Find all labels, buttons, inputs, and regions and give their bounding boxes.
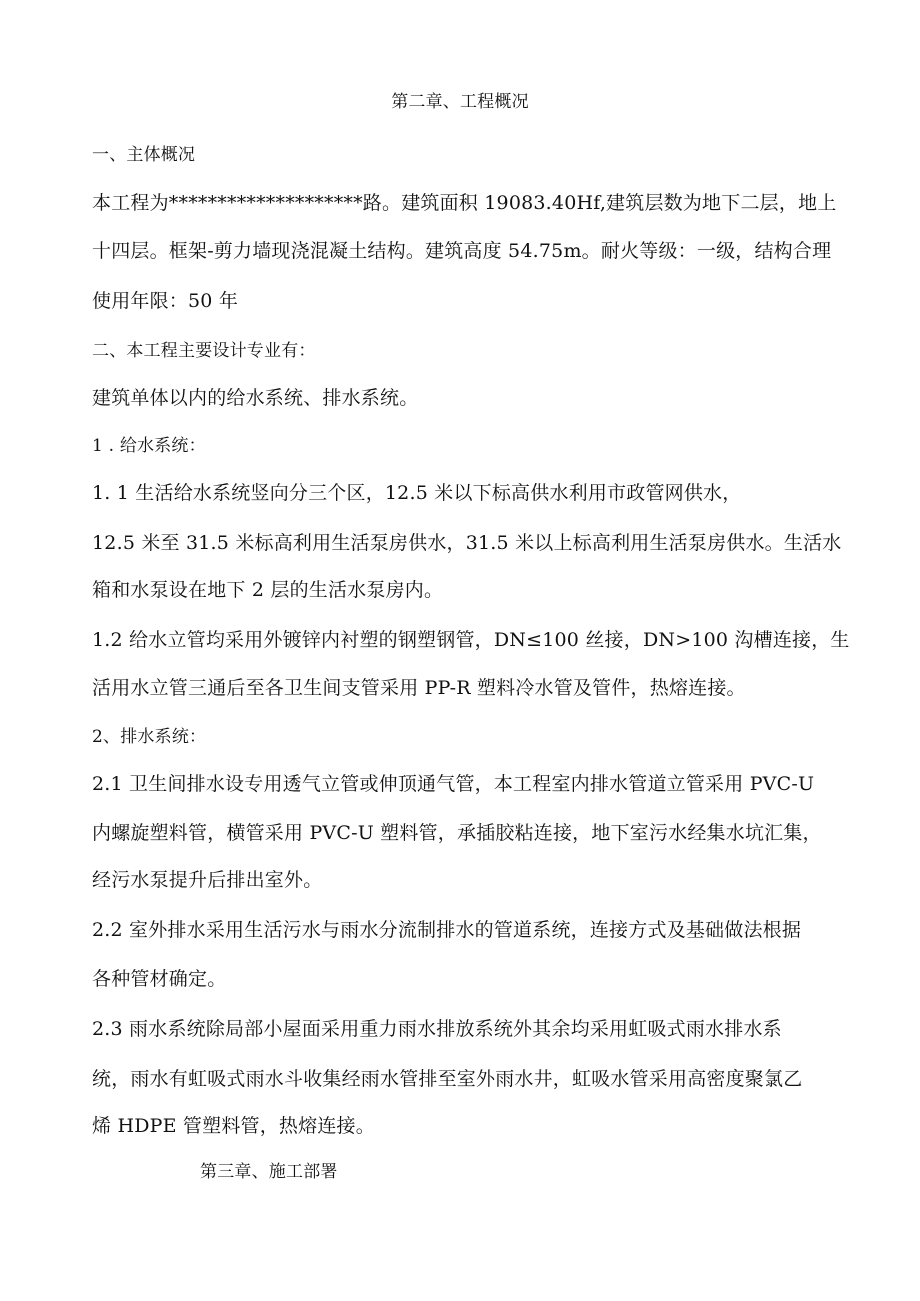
paragraph-line: 统，雨水有虹吸式雨水斗收集经雨水管排至室外雨水井，虹吸水管采用高密度聚氯乙 bbox=[92, 1068, 803, 1090]
paragraph-line: 12.5 米至 31.5 米标高利用生活泵房供水，31.5 米以上标高利用生活泵房供水。生活水 bbox=[92, 532, 842, 554]
paragraph-line: 本工程为********************路。建筑面积 19083.40Hf,建筑层数为地下二层，地上 bbox=[92, 192, 837, 214]
section-2-heading: 二、本工程主要设计专业有： bbox=[92, 341, 316, 361]
paragraph-line: 使用年限：50 年 bbox=[92, 290, 239, 312]
section-2-intro: 建筑单体以内的给水系统、排水系统。 bbox=[92, 387, 419, 409]
paragraph-line: 十四层。框架-剪力墙现浇混凝土结构。建筑高度 54.75m。耐火等级：一级，结构合理 bbox=[92, 240, 832, 262]
paragraph-line: 烯 HDPE 管塑料管，热熔连接。 bbox=[92, 1115, 375, 1137]
section-1-heading: 一、主体概况 bbox=[92, 145, 196, 165]
water-supply-heading: 1 . 给水系统： bbox=[92, 436, 206, 456]
paragraph-line: 箱和水泵设在地下 2 层的生活水泵房内。 bbox=[92, 579, 444, 601]
paragraph-line: 2.1 卫生间排水设专用透气立管或伸顶通气管，本工程室内排水管道立管采用 PVC-U bbox=[92, 773, 815, 795]
paragraph-line: 1. 1 生活给水系统竖向分三个区，12.5 米以下标高供水利用市政管网供水， bbox=[92, 482, 742, 504]
chapter-2-title: 第二章、工程概况 bbox=[391, 92, 529, 112]
paragraph-line: 2.2 室外排水采用生活污水与雨水分流制排水的管道系统，连接方式及基础做法根据 bbox=[92, 919, 802, 941]
paragraph-line: 各种管材确定。 bbox=[92, 968, 227, 990]
chapter-3-title: 第三章、施工部署 bbox=[200, 1162, 338, 1182]
paragraph-line: 内螺旋塑料管，横管采用 PVC-U 塑料管，承插胶粘连接，地下室污水经集水坑汇集， bbox=[92, 822, 822, 844]
paragraph-line: 经污水泵提升后排出室外。 bbox=[92, 869, 323, 891]
paragraph-line: 活用水立管三通后至各卫生间支管采用 PP-R 塑料冷水管及管件，热熔连接。 bbox=[92, 677, 746, 699]
paragraph-line: 1.2 给水立管均采用外镀锌内衬塑的钢塑钢管，DN≤100 丝接，DN>100 沟槽连接，生 bbox=[92, 629, 850, 651]
paragraph-line: 2.3 雨水系统除局部小屋面采用重力雨水排放系统外其余均采用虹吸式雨水排水系 bbox=[92, 1018, 782, 1040]
drainage-heading: 2、排水系统： bbox=[92, 727, 207, 747]
